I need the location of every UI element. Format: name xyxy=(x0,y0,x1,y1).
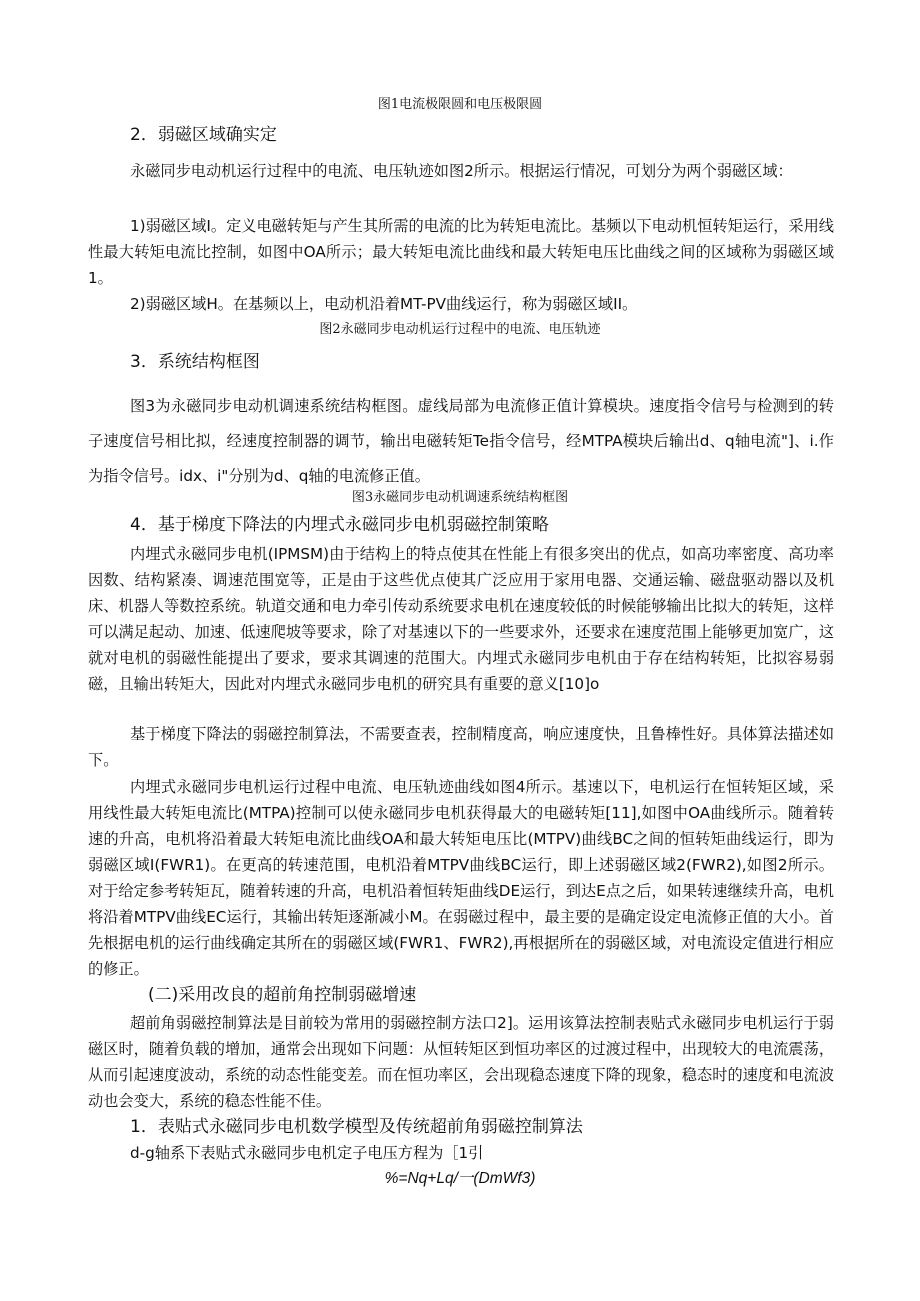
section-3-heading: 3．系统结构框图 xyxy=(130,352,260,372)
part-2-heading: (二)采用改良的超前角控制弱磁增速 xyxy=(148,985,417,1005)
voltage-equation-formula: %=Nq+Lq/一(DmWf3) xyxy=(384,1170,536,1187)
paragraph-weak-field-region-2: 2)弱磁区域H。在基频以上，电动机沿着MT-PV曲线运行，称为弱磁区域II。 xyxy=(130,295,638,313)
section-4-heading: 4．基于梯度下降法的内埋式永磁同步电机弱磁控制策略 xyxy=(130,515,549,535)
paragraph-ipmsm-advantages: 内埋式永磁同步电机(IPMSM)由于结构上的特点使其在性能上有很多突出的优点，如高功率密度、高功率因数、结构紧凑、调速范围宽等，正是由于这些优点使其广泛应用于家用电器、交通运输、磁盘驱动器以及机床、机器人等数控系统。轨道交通和电力牵引传动系统要求电机在速度较低的时候能够输出比拟大的转矩，这样可以满足起动、加速、低速爬坡等要求，除了对基速以下的一些要求外，还要求在速度范围上能够更加宽广，这就对电机的弱磁性能提出了要求，要求其调速的范围大。内埋式永磁同步电机由于存在结构转矩，比拟容易弱磁，且输出转矩大，因此对内埋式永磁同步电机的研究具有重要的意义[10]o xyxy=(88,545,834,693)
paragraph-voltage-equation-intro: d-g轴系下表贴式永磁同步电机定子电压方程为［1引 xyxy=(130,1144,484,1162)
paragraph-lead-angle-control: 超前角弱磁控制算法是目前较为常用的弱磁控制方法口2]。运用该算法控制表贴式永磁同步电机运行于弱磁区时，随着负载的增加，通常会出现如下问题：从恒转矩区到恒功率区的过渡过程中，出现较大的电流震荡，从而引起速度波动，系统的动态性能变差。而在恒功率区，会出现稳态速度下降的现象，稳态时的速度和电流波动也会变大，系统的稳态性能不佳。 xyxy=(88,1014,834,1110)
subsection-1-heading: 1．表贴式永磁同步电机数学模型及传统超前角弱磁控制算法 xyxy=(130,1117,583,1137)
paragraph-weak-field-region-1: 1)弱磁区域I。定义电磁转矩与产生其所需的电流的比为转矩电流比。基频以下电动机恒转矩运行，采用线性最大转矩电流比控制，如图中OA所示；最大转矩电流比曲线和最大转矩电压比曲线之间的区域称为弱磁区域1。 xyxy=(88,217,834,287)
paragraph-weak-field-intro: 永磁同步电动机运行过程中的电流、电压轨迹如图2所示。根据运行情况，可划分为两个弱磁区域： xyxy=(130,162,793,180)
paragraph-ipmsm-trajectory: 内埋式永磁同步电机运行过程中电流、电压轨迹曲线如图4所示。基速以下，电机运行在恒转矩区域，采用线性最大转矩电流比(MTPA)控制可以使永磁同步电机获得最大的电磁转矩[11],如图中OA曲线所示。随着转速的升高，电机将沿着最大转矩电流比曲线OA和最大转矩电压比(MTPV)曲线BC之间的恒转矩曲线运行，即为弱磁区域I(FWR1)。在更高的转速范围，电机沿着MTPV曲线BC运行，即上述弱磁区域2(FWR2),如图2所示。对于给定参考转矩瓦，随着转速的升高，电机沿着恒转矩曲线DE运行，到达E点之后，如果转速继续升高，电机将沿着MTPV曲线EC运行，其输出转矩逐渐减小M。在弱磁过程中，最主要的是确定设定电流修正值的大小。首先根据电机的运行曲线确定其所在的弱磁区域(FWR1、FWR2),再根据所在的弱磁区域，对电流设定值进行相应的修正。 xyxy=(88,778,834,978)
figure-2-caption: 图2永磁同步电动机运行过程中的电流、电压轨迹 xyxy=(319,322,601,337)
figure-1-caption: 图1电流极限圆和电压极限圆 xyxy=(377,97,543,112)
paragraph-gradient-descent-algorithm: 基于梯度下降法的弱磁控制算法，不需要查表，控制精度高，响应速度快，且鲁棒性好。具体算法描述如下。 xyxy=(88,725,834,769)
paragraph-system-structure: 图3为永磁同步电动机调速系统结构框图。虚线局部为电流修正值计算模块。速度指令信号与检测到的转子速度信号相比拟，经速度控制器的调节，输出电磁转矩Te指令信号，经MTPA模块后输出d、q轴电流"]、i.作为指令信号。idx、i"分别为d、q轴的电流修正值。 xyxy=(88,397,834,485)
figure-3-caption: 图3永磁同步电动机调速系统结构框图 xyxy=(351,490,569,505)
section-2-heading: 2．弱磁区域确实定 xyxy=(130,125,277,145)
